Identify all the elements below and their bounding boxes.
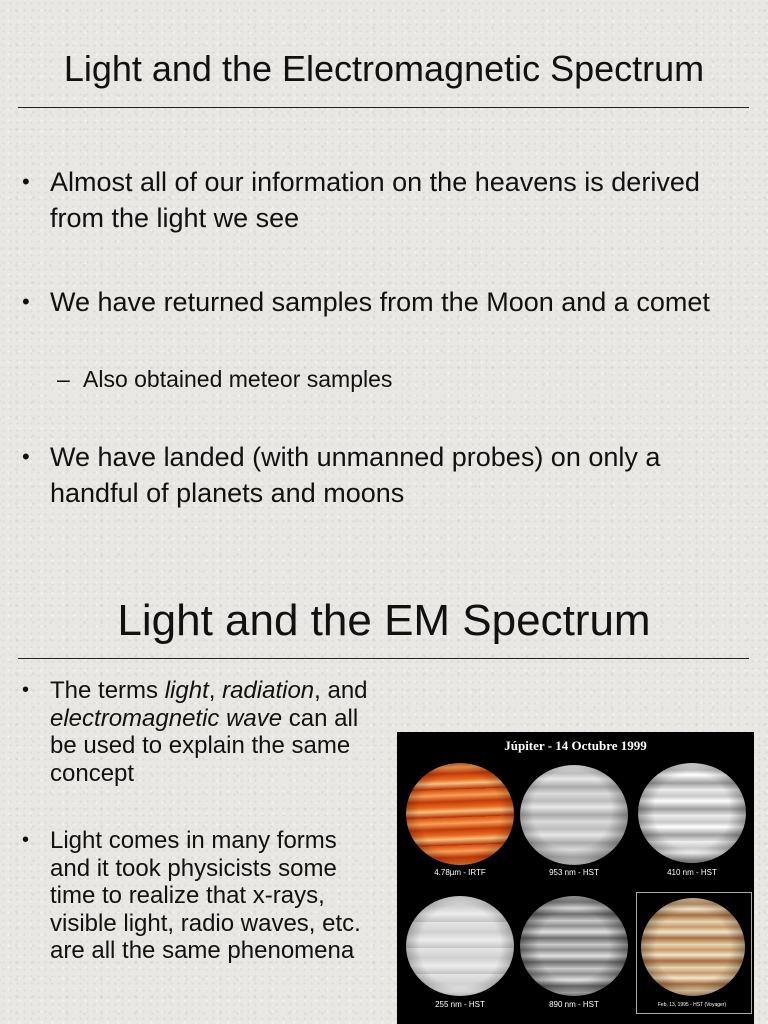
bullet-text: We have returned samples from the Moon and a comet xyxy=(50,287,710,317)
bullet-text: Almost all of our information on the heavens is derived from the light we see xyxy=(50,167,700,233)
title-divider xyxy=(18,658,749,659)
sub-bullet-marker: – xyxy=(57,366,70,392)
image-caption: 953 nm - HST xyxy=(549,868,599,877)
bullet-item xyxy=(22,827,370,965)
bullet-item xyxy=(22,439,750,511)
term-em-wave: electromagnetic wave xyxy=(50,704,283,732)
jupiter-255nm xyxy=(406,896,514,996)
bullet-marker: • xyxy=(22,289,30,314)
jupiter-infrared xyxy=(406,763,514,865)
image-title: Júpiter - 14 Octubre 1999 xyxy=(504,738,647,753)
image-caption: 410 nm - HST xyxy=(667,868,717,877)
bullet-text-post: can all be used to explain the same concept xyxy=(50,704,359,787)
term-light: light xyxy=(164,677,209,704)
bullet-text-sep: , xyxy=(208,677,223,704)
title-divider xyxy=(18,107,749,108)
jupiter-890nm xyxy=(520,896,628,996)
bullet-marker: • xyxy=(22,679,30,701)
jupiter-visible xyxy=(641,898,745,996)
bullet-item xyxy=(22,677,370,787)
bullet-text-sep: , and xyxy=(314,677,368,704)
image-caption: 255 nm - HST xyxy=(435,1000,485,1009)
sub-bullet-text: Also obtained meteor samples xyxy=(83,366,393,392)
bullet-marker: • xyxy=(22,829,30,851)
bullet-item xyxy=(22,284,730,320)
jupiter-953nm xyxy=(520,765,628,865)
bullet-item xyxy=(22,164,730,236)
slide-1-title: Light and the Electromagnetic Spectrum xyxy=(63,48,705,89)
bullet-text: Light comes in many forms and it took physicists some time to realize that x-rays, visible light, radio waves, etc. are all the same phenomena xyxy=(50,827,361,964)
slide-2 xyxy=(0,540,768,1024)
jupiter-image xyxy=(397,732,754,1024)
bullet-text-pre: The terms xyxy=(50,677,165,704)
bullet-text: We have landed (with unmanned probes) on only a handful of planets and moons xyxy=(50,442,661,508)
sub-bullet-item xyxy=(57,365,683,393)
image-caption: 4.78µm - IRTF xyxy=(434,868,486,877)
jupiter-410nm xyxy=(638,763,746,863)
image-caption: Feb. 13, 1995 - HST (Voyager) xyxy=(657,1002,727,1008)
slide-2-title: Light and the EM Spectrum xyxy=(117,596,651,645)
bullet-marker: • xyxy=(22,444,30,469)
bullet-marker: • xyxy=(22,169,30,194)
image-caption: 890 nm - HST xyxy=(549,1000,599,1009)
term-radiation: radiation xyxy=(222,677,315,704)
